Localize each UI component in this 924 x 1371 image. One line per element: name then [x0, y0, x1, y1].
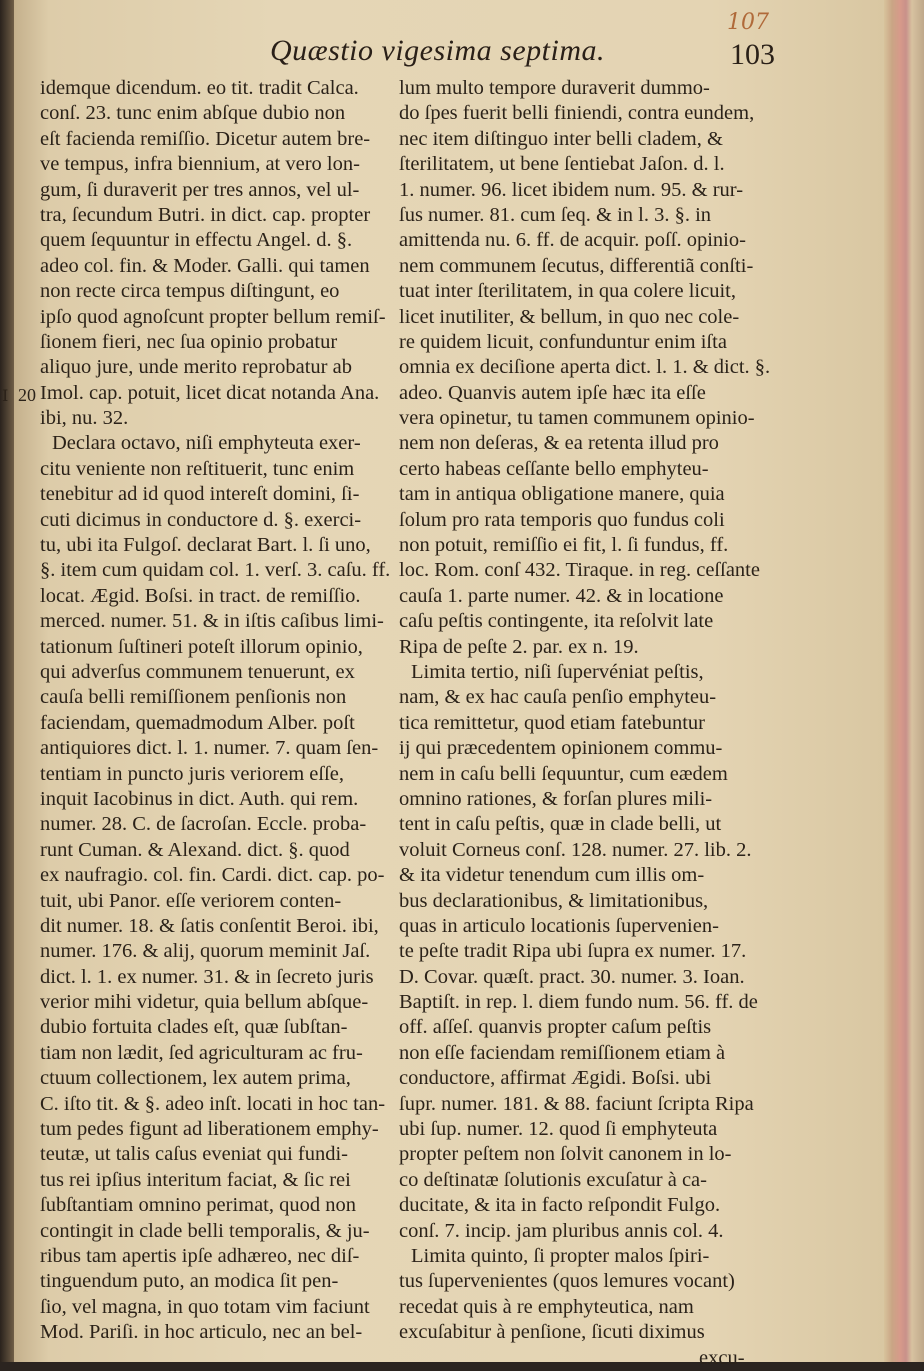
text-line: bus declarationibus, & limitationibus,: [399, 889, 709, 912]
text-line: tent in caſu peſtis, quæ in clade belli, ut: [399, 813, 722, 836]
text-line: Ripa de peſte 2. par. ex n. 19.: [399, 635, 639, 658]
text-line: 1. numer. 96. licet ibidem num. 95. & rur-: [399, 178, 744, 201]
text-line: verior mihi videtur, quia bellum abſque-: [40, 991, 369, 1014]
text-line: ſus numer. 81. cum ſeq. & in l. 3. §. in: [399, 203, 712, 226]
text-line: quem ſequuntur in effectu Angel. d. §.: [40, 229, 353, 252]
margin-section-number: 20: [18, 385, 36, 405]
text-line: conſ. 23. tunc enim abſque dubio non: [40, 102, 346, 125]
text-line: loc. Rom. conſ 432. Tiraque. in reg. ceſſante: [399, 559, 760, 582]
text-line: contingit in clade belli temporalis, & ju-: [40, 1219, 370, 1242]
text-line: ſubſtantiam omnino perimat, quod non: [40, 1194, 356, 1217]
text-line: ipſo quod agnoſcunt propter bellum remiſ-: [40, 305, 386, 328]
text-line: ſupr. numer. 181. & 88. faciunt ſcripta Ripa: [399, 1092, 754, 1115]
text-line: tuat inter ſterilitatem, in qua colere licuit,: [399, 280, 736, 303]
text-line: conductore, affirmat Ægidi. Boſsi. ubi: [399, 1067, 712, 1090]
text-line: ubi ſup. numer. 12. quod ſi emphyteuta: [399, 1118, 718, 1141]
text-line: Declara octavo, niſi emphyteuta exer-: [52, 432, 361, 455]
text-line: cauſa 1. parte numer. 42. & in locatione: [399, 584, 724, 607]
text-line: ex naufragio. col. fin. Cardi. dict. cap. po-: [40, 864, 385, 887]
text-line: ctuum collectionem, lex autem prima,: [40, 1067, 351, 1090]
text-line: aliquo jure, unde merito reprobatur ab: [40, 356, 352, 379]
text-line: caſu peſtis contingente, ita reſolvit late: [399, 610, 714, 633]
text-line: ducitate, & ita in facto reſpondit Fulgo.: [399, 1194, 721, 1217]
text-line: tum pedes figunt ad liberationem emphy-: [40, 1118, 379, 1141]
text-line: tus rei ipſius interitum faciat, & ſic rei: [40, 1168, 351, 1191]
text-line: quas in articulo locationis ſupervenien-: [399, 914, 719, 937]
text-line: adeo. Quanvis autem ipſe hæc ita eſſe: [399, 381, 706, 404]
text-line: inquit Iacobinus in dict. Auth. qui rem.: [40, 787, 359, 810]
text-line: C. iſto tit. & §. adeo inſt. locati in hoc tan-: [40, 1092, 386, 1115]
text-line: ſolum pro rata temporis quo fundus coli: [399, 508, 725, 531]
text-line: qui adverſus communem tenuerunt, ex: [40, 660, 355, 683]
text-line: certo habeas ceſſante bello emphyteu-: [399, 457, 709, 480]
text-line: teutæ, ut talis caſus eveniat qui fundi-: [40, 1143, 349, 1166]
text-line: ij qui præcedentem opinionem commu-: [399, 737, 723, 760]
text-line: tica remittetur, quod etiam fatebuntur: [399, 711, 705, 734]
text-line: numer. 28. C. de ſacroſan. Eccle. proba-: [40, 813, 367, 836]
text-line: excuſabitur à penſione, ſicuti diximus: [399, 1321, 705, 1344]
text-line: non recte circa tempus diſtingunt, eo: [40, 280, 340, 303]
page-number: 103: [730, 38, 775, 71]
text-line: citu veniente non reſtituerit, tunc enim: [40, 457, 355, 480]
running-head: Quæstio vigesima septima.: [270, 34, 605, 67]
text-line: gum, ſi duraverit per tres annos, vel ul-: [40, 178, 360, 201]
text-line: dit numer. 18. & ſatis conſentit Beroi. ibi,: [40, 914, 379, 937]
text-line: tu, ubi ita Fulgoſ. declarat Bart. l. ſi uno,: [40, 534, 371, 557]
text-line: tra, ſecundum Butri. in dict. cap. propter: [40, 203, 371, 226]
text-line: te peſte tradit Ripa ubi ſupra ex numer. 17.: [399, 940, 747, 963]
text-line: ſionem fieri, nec ſua opinio probatur: [40, 330, 338, 353]
handwritten-page-note: 107: [727, 10, 769, 35]
text-line: vera opinetur, tu tamen communem opinio-: [399, 407, 755, 430]
text-line: tiam non lædit, ſed agriculturam ac fru-: [40, 1041, 363, 1064]
text-line: ve tempus, infra biennium, at vero lon-: [40, 153, 360, 176]
text-line: idemque dicendum. eo tit. tradit Calca.: [40, 77, 359, 99]
text-line: omnia ex deciſione aperta dict. l. 1. & dict. §.: [399, 356, 771, 379]
text-line: ſterilitatem, ut bene ſentiebat Jaſon. d. l.: [399, 153, 725, 176]
text-line: non potuit, remiſſio ei fit, l. ſi fundus, ff.: [399, 534, 729, 557]
text-line: cauſa belli remiſſionem penſionis non: [40, 686, 347, 709]
text-line: tuit, ubi Panor. eſſe veriorem conten-: [40, 889, 342, 912]
text-line: Mod. Pariſi. in hoc articulo, nec an bel-: [40, 1321, 363, 1344]
text-line: propter peſtem non ſolvit canonem in lo-: [399, 1143, 732, 1166]
text-line: tationum ſuſtineri poteſt illorum opinio,: [40, 635, 363, 658]
text-line: non eſſe faciendam remiſſionem etiam à: [399, 1041, 726, 1064]
text-line: nem communem ſecutus, differentiã conſti-: [399, 254, 754, 277]
text-line: excu-: [699, 1346, 745, 1369]
text-line: amittenda nu. 6. ff. de acquir. poſſ. opinio-: [399, 229, 746, 252]
text-line: locat. Ægid. Boſsi. in tract. de remiſſio.: [40, 584, 361, 607]
text-line: omnino rationes, & forſan plures mili-: [399, 787, 713, 810]
text-line: adeo col. fin. & Moder. Galli. qui tamen: [40, 254, 370, 277]
text-line: co deſtinatæ ſolutionis excuſatur à ca-: [399, 1168, 707, 1191]
text-line: nam, & ex hac cauſa penſio emphyteu-: [399, 686, 717, 709]
text-line: tinguendum puto, an modica ſit pen-: [40, 1270, 339, 1293]
text-line: & ita videtur tenendum cum illis om-: [399, 864, 705, 887]
text-line: faciendam, quemadmodum Alber. poſt: [40, 711, 355, 734]
text-line: conſ. 7. incip. jam pluribus annis col. 4.: [399, 1219, 724, 1242]
text-line: nem in caſu belli ſequuntur, cum eædem: [399, 762, 728, 785]
text-line: ibi, nu. 32.: [40, 407, 129, 430]
text-line: recedat quis à re emphyteutica, nam: [399, 1295, 694, 1318]
text-line: re quidem licuit, confunduntur enim iſta: [399, 330, 727, 353]
text-line: tus ſupervenientes (quos lemures vocant): [399, 1270, 735, 1293]
text-line: tam in antiqua obligatione manere, quia: [399, 483, 725, 506]
text-line: off. aſſeſ. quanvis propter caſum peſtis: [399, 1016, 712, 1039]
text-line: ſio, vel magna, in quo totam vim faciunt: [40, 1295, 370, 1318]
text-line: do ſpes fuerit belli finiendi, contra eundem,: [399, 102, 755, 125]
text-line: Baptiſt. in rep. l. diem fundo num. 56. ff. de: [399, 991, 758, 1014]
text-line: nem non deſeras, & ea retenta illud pro: [399, 432, 719, 455]
margin-mark: I: [2, 386, 9, 405]
text-line: Limita tertio, niſi ſupervéniat peſtis,: [411, 660, 704, 683]
page-edge: [884, 0, 924, 1362]
right-text-column: [399, 76, 771, 1371]
text-line: lum multo tempore duraverit dummo-: [399, 77, 710, 99]
text-line: nec item diſtinguo inter belli cladem, &: [399, 127, 723, 150]
text-line: ribus tam apertis ipſe adhæreo, nec diſ-: [40, 1244, 360, 1267]
text-line: §. item cum quidam col. 1. verſ. 3. caſu. ff.: [40, 559, 391, 582]
text-line: cuti dicimus in conductore d. §. exerci-: [40, 508, 362, 531]
text-line: runt Cuman. & Alexand. dict. §. quod: [40, 838, 350, 861]
text-line: tenebitur ad id quod intereſt domini, ſi-: [40, 483, 360, 506]
text-line: Limita quinto, ſi propter malos ſpiri-: [411, 1244, 710, 1267]
text-line: numer. 176. & alij, quorum meminit Jaſ.: [40, 940, 371, 963]
text-line: tentiam in puncto juris veriorem eſſe,: [40, 762, 344, 785]
text-line: eſt facienda remiſſio. Dicetur autem bre-: [40, 127, 371, 150]
text-line: antiquiores dict. l. 1. numer. 7. quam ſen-: [40, 737, 379, 760]
text-line: dubio fortuita clades eſt, quæ ſubſtan-: [40, 1016, 348, 1039]
text-line: D. Covar. quæſt. pract. 30. numer. 3. Ioan.: [399, 965, 745, 988]
text-line: merced. numer. 51. & in iſtis caſibus limi-: [40, 610, 384, 633]
text-line: dict. l. 1. ex numer. 31. & in ſecreto juris: [40, 965, 374, 988]
text-line: licet inutiliter, & bellum, in quo nec cole-: [399, 305, 740, 328]
left-text-column: [40, 76, 404, 1346]
text-line: voluit Corneus conſ. 128. numer. 27. lib. 2.: [399, 838, 752, 861]
text-line: Imol. cap. potuit, licet dicat notanda Ana.: [40, 381, 380, 404]
